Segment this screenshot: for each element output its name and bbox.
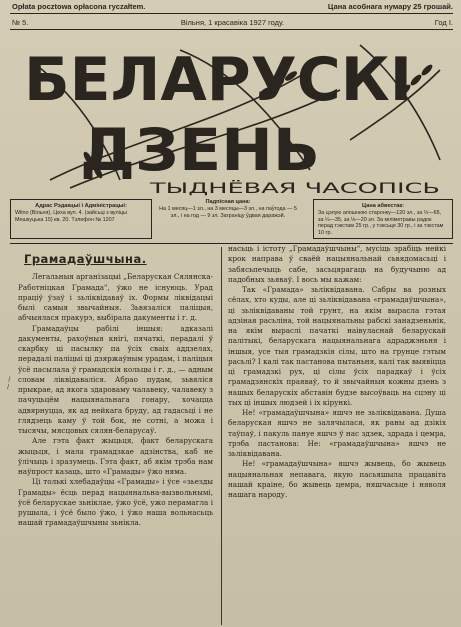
ads-body: За цэлую апошнюю старонку—120 зл., за ½—65, за ¼—35, за ⅛—20 зл. За міліметравы радок перад тэкстам 25 гр., у тэксьце 30 гр., і за тэкстам 10 гр. — [318, 209, 444, 237]
address-box — [10, 199, 152, 239]
column-rule — [221, 247, 222, 625]
article-paragraph: насьць і істоту „Грамадаўшчыны", мусіць зрабіць нейкі крок направа ў сваёй нацыянальнай сьвядомасьці і забясьпечыць сабе, засьцярагаць на будучыню ад падобных зьяваў. І вось мы кажам: — [228, 244, 446, 284]
article-paragraph: Не! «грамадаўшчына» яшчэ жывець, бо жывець нацыянальная непавага, якую пасьяшыла працавіта нашай краіне, бо жывець цемра, няшчасьце і няволя нашага народу. — [228, 459, 446, 499]
issue-price-label: Цана асобнага нумару — [327, 2, 412, 11]
masthead-artwork — [10, 30, 451, 200]
issue-number: № 5. — [12, 18, 29, 27]
article-paragraph: Але гэта факт жыцьця, факт беларускага жыцьця, і мала грамадзкае адзінства, каб не ўлічыць і зразумець. Гэта факт, аб якім трэба нам наўпрост казаць, што «Грамады» ўжо няма. — [18, 436, 213, 476]
issue-info — [12, 18, 453, 29]
masthead — [10, 30, 451, 200]
article-left-column — [18, 250, 213, 627]
issue-price — [328, 2, 453, 11]
address-body: Wilno (Вільня), Цеха вул. 4. (зайсьці з вуліцы Мешкуцька 15) кв. 20. Тэлефон № 1207 — [15, 209, 127, 223]
issue-price-value: 25 грошай. — [413, 2, 453, 11]
masthead-title-line1: БЕЛАРУСКІ — [24, 45, 412, 115]
info-boxes — [10, 199, 453, 241]
ads-title: Цана абвестак: — [361, 203, 405, 209]
subscription-body: На 1 месяц—1 зл., на 3 месяцы—3 зл., на паўгода — 5 зл., і на год — 9 зл. Заграніцу ўдвая даражэй. — [159, 205, 297, 219]
postage-note: Opłata pocztowa opłacona ryczałtem. — [12, 2, 146, 11]
subscription-title: Падпісная цана: — [205, 199, 251, 205]
article-paragraph: Так «Грамада» зьліквідавана. Сабры ва розных сёлах, хто куды, але ці зьліквідавана «грамадаўшчына», ці зьліквідаваны той грунт, на якім вырасла гэтая адзіная расьліна, той нацыянальны рабскі занадзеньнік, на якім выраслі пачаткі наівуласнай беларускай палітыкі, беларускага нацыянальнага адраджэньня і іншыя, усе тыя грамадзкія сілы, што на грунце гэтым расьлі? І калі так пастанова пытаньня, калі так выявіцца ці грамадзкі рух, ці сілы ўсіх парадкаў і ўсіх грамадзянскіх праяваў, то й звычайныя кожны дзень з нашых беларускіх абставін будзе высоўваць на сцэну ці тых ці іншых людзей і іх кірункі. — [228, 285, 446, 407]
address-title: Адрас Рэдакцыі і Адміністрацыі: — [35, 203, 127, 209]
top-rule — [10, 13, 453, 14]
issue-date: Вільня, 1 красавіка 1927 году. — [180, 18, 285, 27]
masthead-subtitle: ТЫДНЁВАЯ ЧАСОПІСЬ — [150, 181, 309, 197]
article-heading: Грамадаўшчына. — [24, 252, 147, 266]
masthead-title-line2: ДЗЕНЬ — [80, 116, 320, 184]
postage-line — [12, 2, 453, 12]
subscription-box — [158, 199, 298, 219]
article-right-column — [228, 244, 446, 627]
article-paragraph: Грамадаўцы рабілі іншыя: адказалі дакументы, рахоўныя кнігі, пячаткі, перадалі ў скарбку ці пасылку па ўсіх сваіх аддзелах, перадалі паліцыі ці дзяржаўным урадам, і паліцыя ўсё пасылала ў грамадскія кольцы і г. д., — адным словам ліквідаваліся. Абрао пудам, зьвяліся прыкрае, ад якога здароваму чалавеку, чалавеку з пачуцьцём нацыянальнага гонару, хочацца адвярнуцца, як ад нейкага бруду, ад гадасьці і не глядзець каму ў той бок, не сотні, а можа і тысячы, мясцовых сялян-беларусаў. — [18, 323, 213, 435]
ads-box — [313, 199, 453, 239]
issue-year: Год I. — [434, 18, 453, 27]
article-paragraph: Ці толькі хлебадаўцы «Грамады» і ўсе «зьезды Грамады» ёсць перад нацыянальна-вызвольнымі, ўсё беларускае зьніклае, ўжо ўсё, ужо перамагла і рушыла, і ўсё было ўжо, і ўжо наша вольнасьць нашай грамадаўшчыны зьнікла. — [18, 477, 213, 528]
article-paragraph: Не! «грамадаўшчына» яшчэ не зьліквідавана. Душа беларуская яшчэ не залячылася, як раны ад дзікіх таўпаў, і пакуль пануе яшчэ ў нас здзек, здрада і цемра, трэба пастанова: Не: «грамадаўшчына» яшчэ не зьліквідавана. — [228, 408, 446, 458]
pencil-mark-icon: ~~ — [3, 374, 16, 392]
article-paragraph: Легальныя арганізацыі „Беларуская Сялянска-Работніцкая Грамада", ўжо не існуюць. Урад праціў ўзаў і зьліквідаваў іх. Формы ліквідацыі былі самыя звычайныя. Зьвязаліся паліцыя, абчыялася пракурэ, выбірала дакументы і г. д. — [18, 272, 213, 323]
